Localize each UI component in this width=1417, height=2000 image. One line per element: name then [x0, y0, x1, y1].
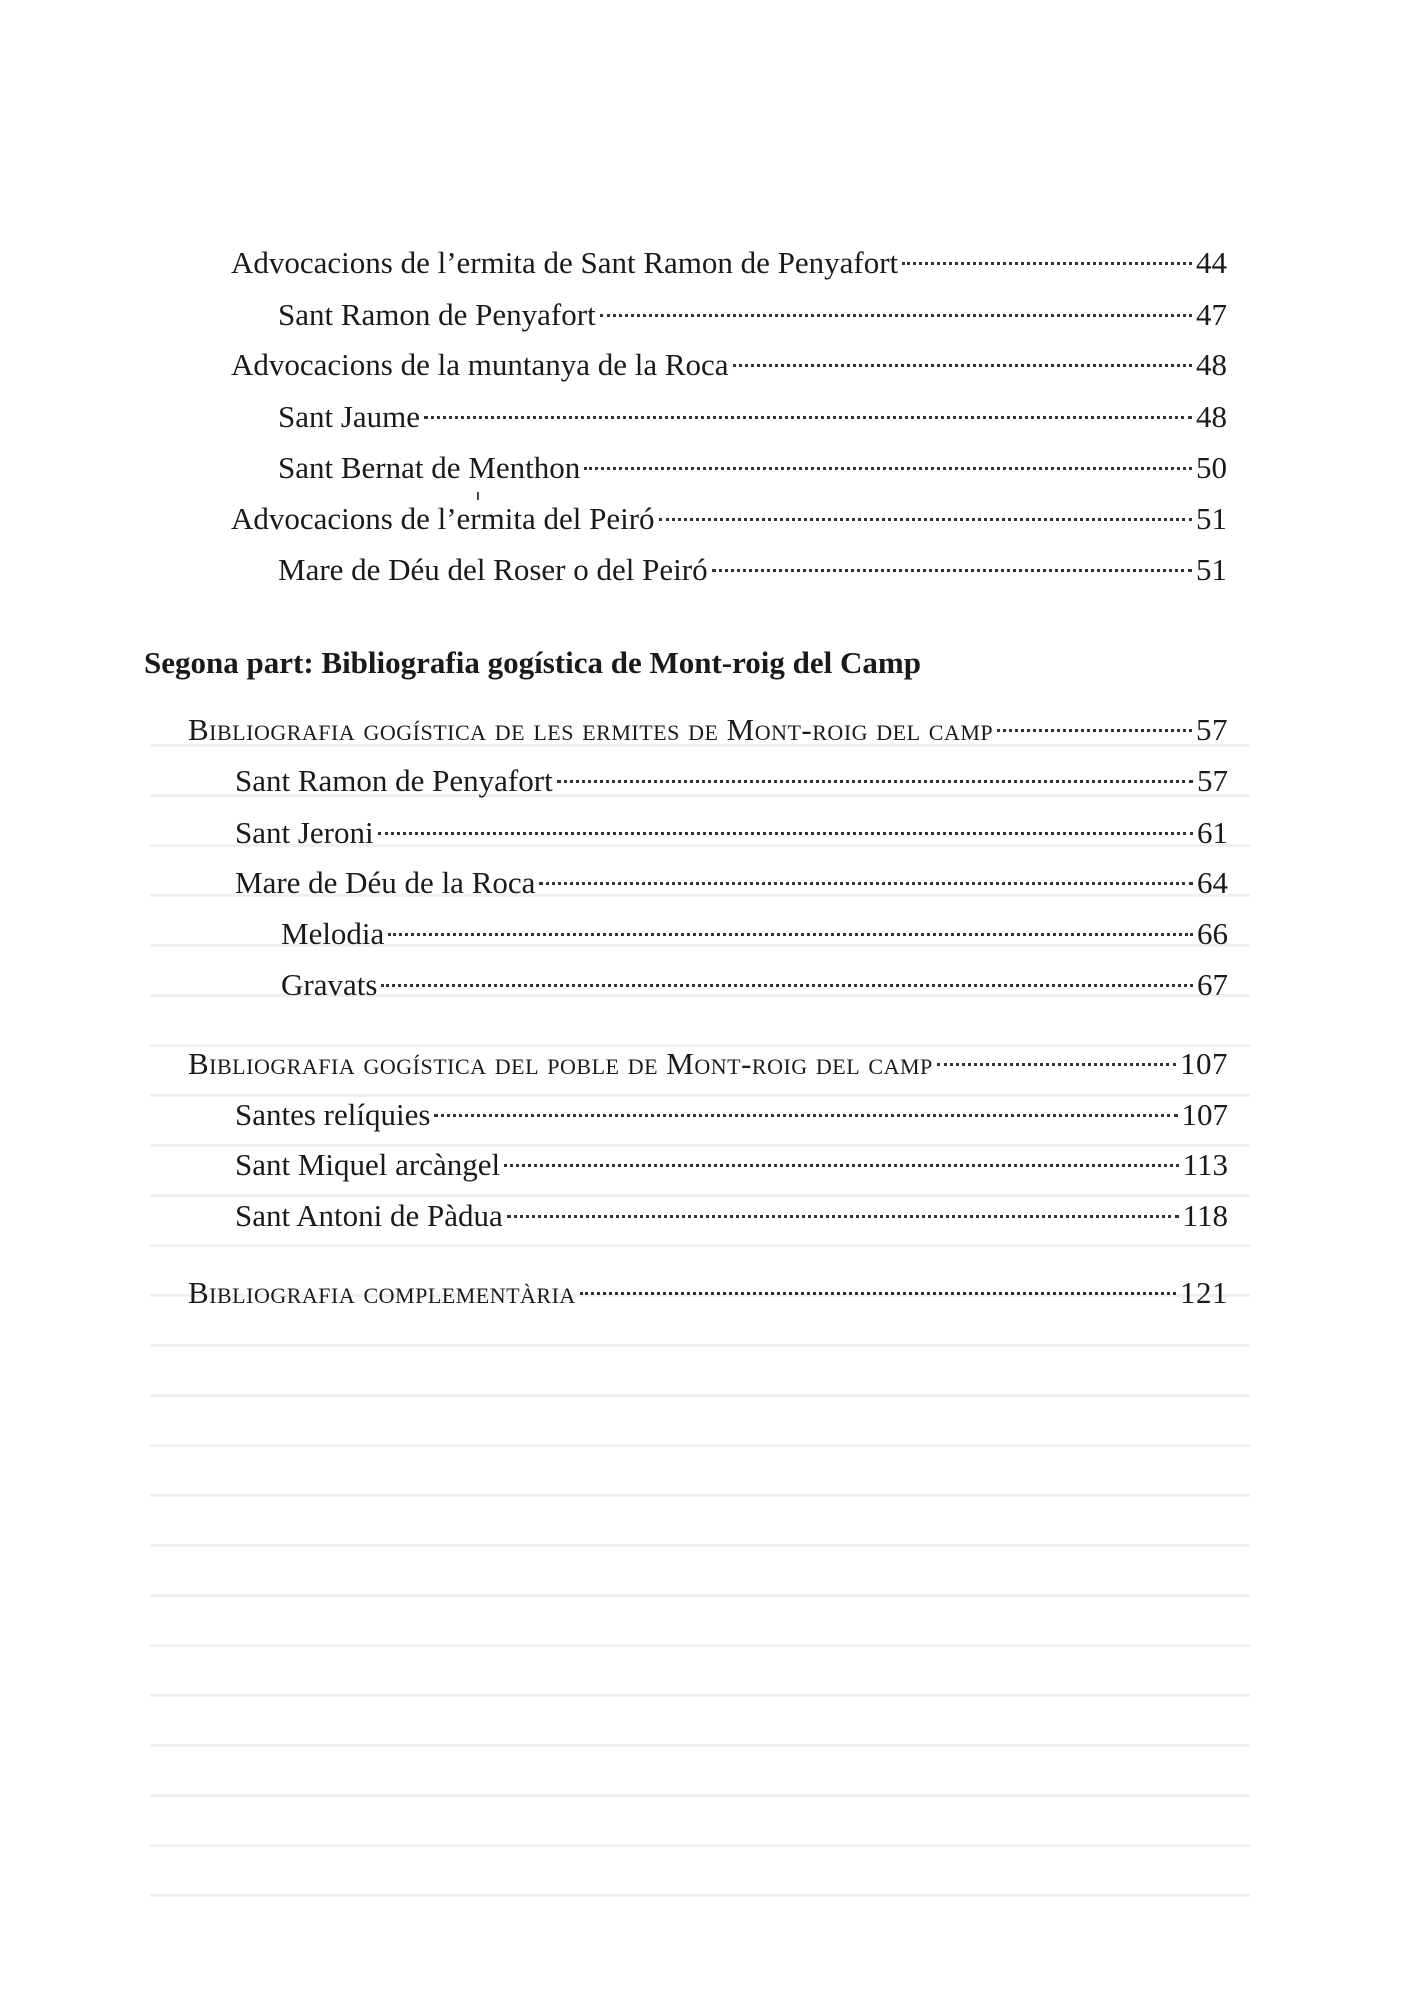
toc-entry: [235, 858, 1228, 903]
part-heading: Segona part: Bibliografia gogística de Mont-roig del Camp: [144, 645, 921, 680]
toc-entry: [235, 1140, 1228, 1185]
toc-page-number: 57: [1197, 763, 1228, 798]
toc-section-entry: [188, 705, 1228, 750]
toc-entry: [231, 238, 1227, 283]
dot-leader: [507, 1183, 1179, 1218]
toc-page-number: 67: [1197, 967, 1228, 1002]
toc-page-number: 48: [1196, 347, 1227, 382]
toc-page-number: 61: [1197, 815, 1228, 850]
dot-leader: [997, 697, 1192, 732]
toc-section-entry: [188, 1268, 1228, 1313]
toc-entry: [278, 545, 1227, 590]
toc-page-number: 64: [1197, 865, 1228, 900]
toc-entry: [235, 756, 1228, 801]
toc-page-number: 48: [1196, 399, 1227, 434]
dot-leader: [937, 1031, 1176, 1066]
toc-entry-label: Advocacions de la muntanya de la Roca: [231, 347, 729, 382]
toc-entry-label: Bibliografia gogística de les ermites de Mont-roig del camp: [188, 712, 994, 747]
toc-page-number: 51: [1196, 552, 1227, 587]
toc-entry-label: Sant Bernat de Menthon: [278, 450, 581, 485]
toc-entry-label: Mare de Déu del Roser o del Peiró: [278, 552, 708, 587]
dot-leader: [580, 1260, 1176, 1295]
toc-entry-label: Advocacions de l’ermita del Peiró: [231, 501, 655, 536]
dot-leader: [712, 537, 1192, 572]
toc-entry-label: Sant Ramon de Penyafort: [235, 763, 553, 798]
toc-entry-label: Sant Antoni de Pàdua: [235, 1198, 503, 1233]
toc-entry: [235, 1191, 1228, 1236]
toc-page-number: 44: [1196, 245, 1227, 280]
toc-entry-label: Melodia: [281, 916, 385, 951]
toc-section-entry: [188, 1039, 1228, 1084]
toc-entry-label: Bibliografia gogística del poble de Mont-roig del camp: [188, 1046, 933, 1081]
toc-entry: [235, 1090, 1228, 1135]
toc-page-number: 51: [1196, 501, 1227, 536]
toc-entry: [278, 290, 1227, 335]
toc-page-number: 50: [1196, 450, 1227, 485]
toc-entry-label: Sant Miquel arcàngel: [235, 1147, 501, 1182]
dot-leader: [584, 435, 1192, 470]
toc-entry-label: Bibliografia complementària: [188, 1275, 576, 1310]
toc-entry: [281, 909, 1228, 954]
toc-entry: [235, 808, 1228, 853]
toc-entry-label: Sant Jeroni: [235, 815, 374, 850]
dot-leader: [388, 901, 1193, 936]
toc-page-number: 113: [1182, 1147, 1228, 1182]
toc-entry-label: Santes relíquies: [235, 1097, 431, 1132]
toc-page-number: 66: [1197, 916, 1228, 951]
toc-entry: [231, 340, 1227, 385]
toc-entry-label: Sant Jaume: [278, 399, 421, 434]
toc-entry-label: Advocacions de l’ermita de Sant Ramon de Penyafort: [231, 245, 899, 280]
dot-leader: [600, 282, 1192, 317]
toc-entry: [278, 392, 1227, 437]
dot-leader: [378, 800, 1193, 835]
toc-page-number: 121: [1180, 1275, 1228, 1310]
dot-leader: [659, 486, 1192, 521]
dot-leader: [504, 1132, 1179, 1167]
toc-page-number: 107: [1180, 1046, 1228, 1081]
toc-page-number: 57: [1196, 712, 1228, 747]
dot-leader: [434, 1082, 1177, 1117]
toc-entry-label: Mare de Déu de la Roca: [235, 865, 536, 900]
toc-entry-label: Gravats: [281, 967, 378, 1002]
dot-leader: [539, 850, 1193, 885]
toc-page-number: 118: [1182, 1198, 1228, 1233]
dot-leader: [902, 230, 1192, 265]
dot-leader: [733, 332, 1192, 367]
toc-entry: [281, 960, 1228, 1005]
dot-leader: [381, 952, 1193, 987]
dot-leader: [557, 748, 1193, 783]
toc-page-number: 107: [1181, 1097, 1228, 1132]
toc-entry-label: Sant Ramon de Penyafort: [278, 297, 596, 332]
toc-page-number: 47: [1196, 297, 1227, 332]
dot-leader: [424, 384, 1192, 419]
toc-entry: [278, 443, 1227, 488]
toc-entry: [231, 494, 1227, 539]
